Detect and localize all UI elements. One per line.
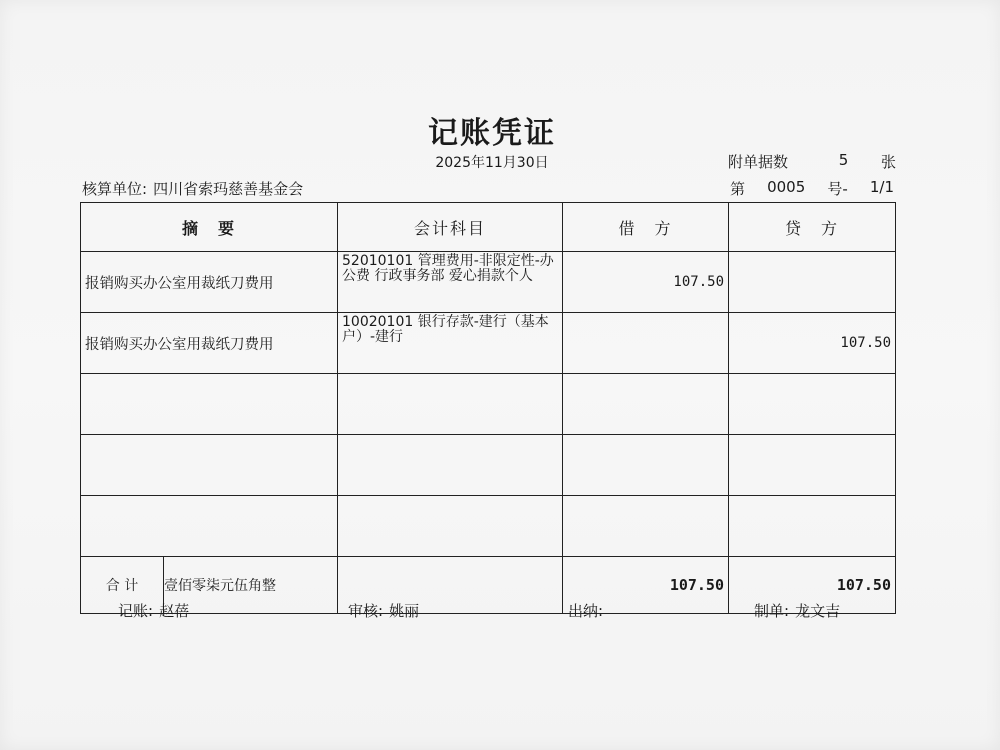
voucher-title: 记账凭证 xyxy=(428,116,556,151)
row-credit xyxy=(729,435,896,496)
header-debit: 借 方 xyxy=(563,203,729,252)
cashier-label: 出纳: xyxy=(568,602,604,620)
reviewer-signature xyxy=(348,600,419,621)
voucher-number xyxy=(730,178,894,199)
voucher-date: 2025年11月30日 xyxy=(435,155,549,171)
row-summary xyxy=(81,496,338,557)
preparer-label: 制单: xyxy=(754,602,790,620)
attachment-number: 5 xyxy=(838,151,849,169)
row-account: 52010101 管理费用-非限定性-办公费 行政事务部 爱心捐款个人 xyxy=(338,252,563,313)
attachment-unit: 张 xyxy=(880,153,896,171)
table-row xyxy=(81,435,896,496)
total-words-head xyxy=(164,557,337,613)
header-account: 会计科目 xyxy=(338,203,563,252)
accounting-unit xyxy=(82,178,303,199)
table-row xyxy=(81,496,896,557)
row-credit xyxy=(729,496,896,557)
bookkeeper-name: 赵蓓 xyxy=(159,602,190,620)
voucher-no-suffix: 号- xyxy=(827,180,848,198)
table-row xyxy=(81,252,896,313)
row-debit xyxy=(563,496,729,557)
reviewer-name: 姚丽 xyxy=(389,602,420,620)
row-summary xyxy=(81,374,338,435)
row-credit xyxy=(729,374,896,435)
preparer-name: 龙文吉 xyxy=(795,602,841,620)
row-credit xyxy=(729,252,896,313)
bookkeeper-label: 记账: xyxy=(118,602,154,620)
total-debit: 107.50 xyxy=(563,557,729,614)
row-summary xyxy=(81,435,338,496)
attachment-count xyxy=(728,151,896,172)
bookkeeper-signature xyxy=(118,600,189,621)
row-summary: 报销购买办公室用裁纸刀费用 xyxy=(81,313,338,374)
header-summary: 摘 要 xyxy=(81,203,338,252)
row-debit xyxy=(563,435,729,496)
voucher-no-prefix: 第 xyxy=(730,180,746,198)
row-account: 10020101 银行存款-建行（基本户）-建行 xyxy=(338,313,563,374)
total-credit: 107.50 xyxy=(729,557,896,614)
preparer-signature xyxy=(754,600,840,621)
total-in-words: 壹佰零柒元伍角整 xyxy=(164,578,276,594)
row-credit: 107.50 xyxy=(729,313,896,374)
header-credit: 贷 方 xyxy=(729,203,896,252)
voucher-no-value: 0005 xyxy=(767,178,806,196)
row-debit xyxy=(563,374,729,435)
cashier-signature xyxy=(568,600,609,621)
ledger-table xyxy=(80,202,896,614)
table-header-row xyxy=(81,203,896,252)
table-row xyxy=(81,374,896,435)
reviewer-label: 审核: xyxy=(348,602,384,620)
unit-name: 四川省索玛慈善基金会 xyxy=(153,180,304,198)
voucher-page: 1/1 xyxy=(869,178,894,196)
row-account xyxy=(338,374,563,435)
unit-label: 核算单位: xyxy=(82,180,148,198)
row-debit: 107.50 xyxy=(563,252,729,313)
row-summary: 报销购买办公室用裁纸刀费用 xyxy=(81,252,338,313)
table-row xyxy=(81,313,896,374)
attachment-label: 附单据数 xyxy=(728,153,789,171)
row-debit xyxy=(563,313,729,374)
row-account xyxy=(338,435,563,496)
row-account xyxy=(338,496,563,557)
total-label: 合 计 xyxy=(81,557,164,613)
